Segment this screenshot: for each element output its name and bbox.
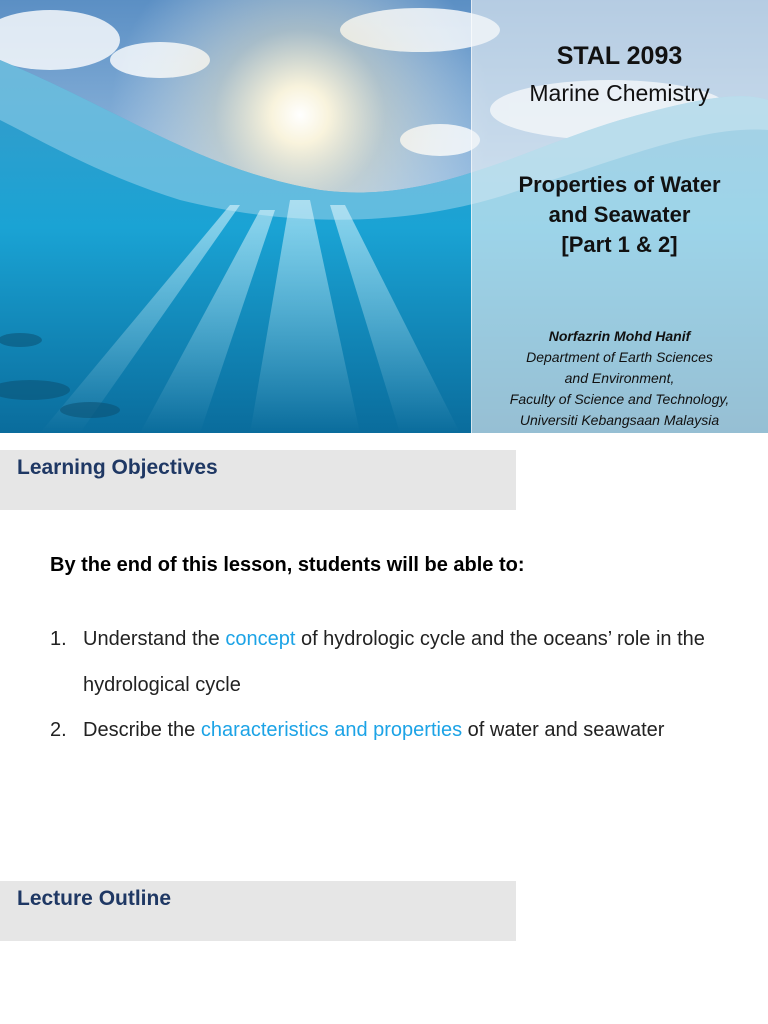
objective-text: of hydrologic cycle and the oceans’ role in the hydrological cycle — [83, 628, 705, 696]
objective-highlight: concept — [225, 628, 296, 650]
lecture-outline-header — [0, 881, 516, 941]
affiliation-line: and Environment, — [564, 370, 675, 386]
learning-objectives-header — [0, 450, 516, 510]
affiliation-line: Universiti Kebangsaan Malaysia — [519, 412, 720, 428]
affiliation-line: Faculty of Science and Technology, — [509, 391, 730, 407]
objective-item — [50, 616, 740, 708]
topic-line: Properties of Water — [518, 172, 721, 197]
section-heading: Lecture Outline — [17, 887, 172, 910]
objective-text: Understand the — [83, 628, 226, 650]
lecture-topic — [471, 170, 768, 260]
objective-item — [50, 707, 740, 753]
objective-highlight: characteristics and properties — [200, 719, 463, 741]
topic-line: and Seawater — [548, 202, 691, 227]
objective-number: 1. — [50, 628, 67, 650]
section-heading: Learning Objectives — [17, 456, 218, 479]
author-block — [471, 326, 768, 431]
objective-text: Describe the — [83, 719, 201, 741]
course-code: STAL 2093 — [556, 42, 683, 70]
affiliation-line: Department of Earth Sciences — [526, 349, 713, 365]
objectives-intro: By the end of this lesson, students will be able to: — [50, 554, 525, 576]
course-name: Marine Chemistry — [529, 80, 710, 106]
topic-line: [Part 1 & 2] — [561, 232, 678, 257]
objective-number: 2. — [50, 719, 67, 741]
objective-text: of water and seawater — [462, 719, 665, 741]
title-banner — [0, 0, 768, 433]
author-name: Norfazrin Mohd Hanif — [548, 328, 691, 344]
